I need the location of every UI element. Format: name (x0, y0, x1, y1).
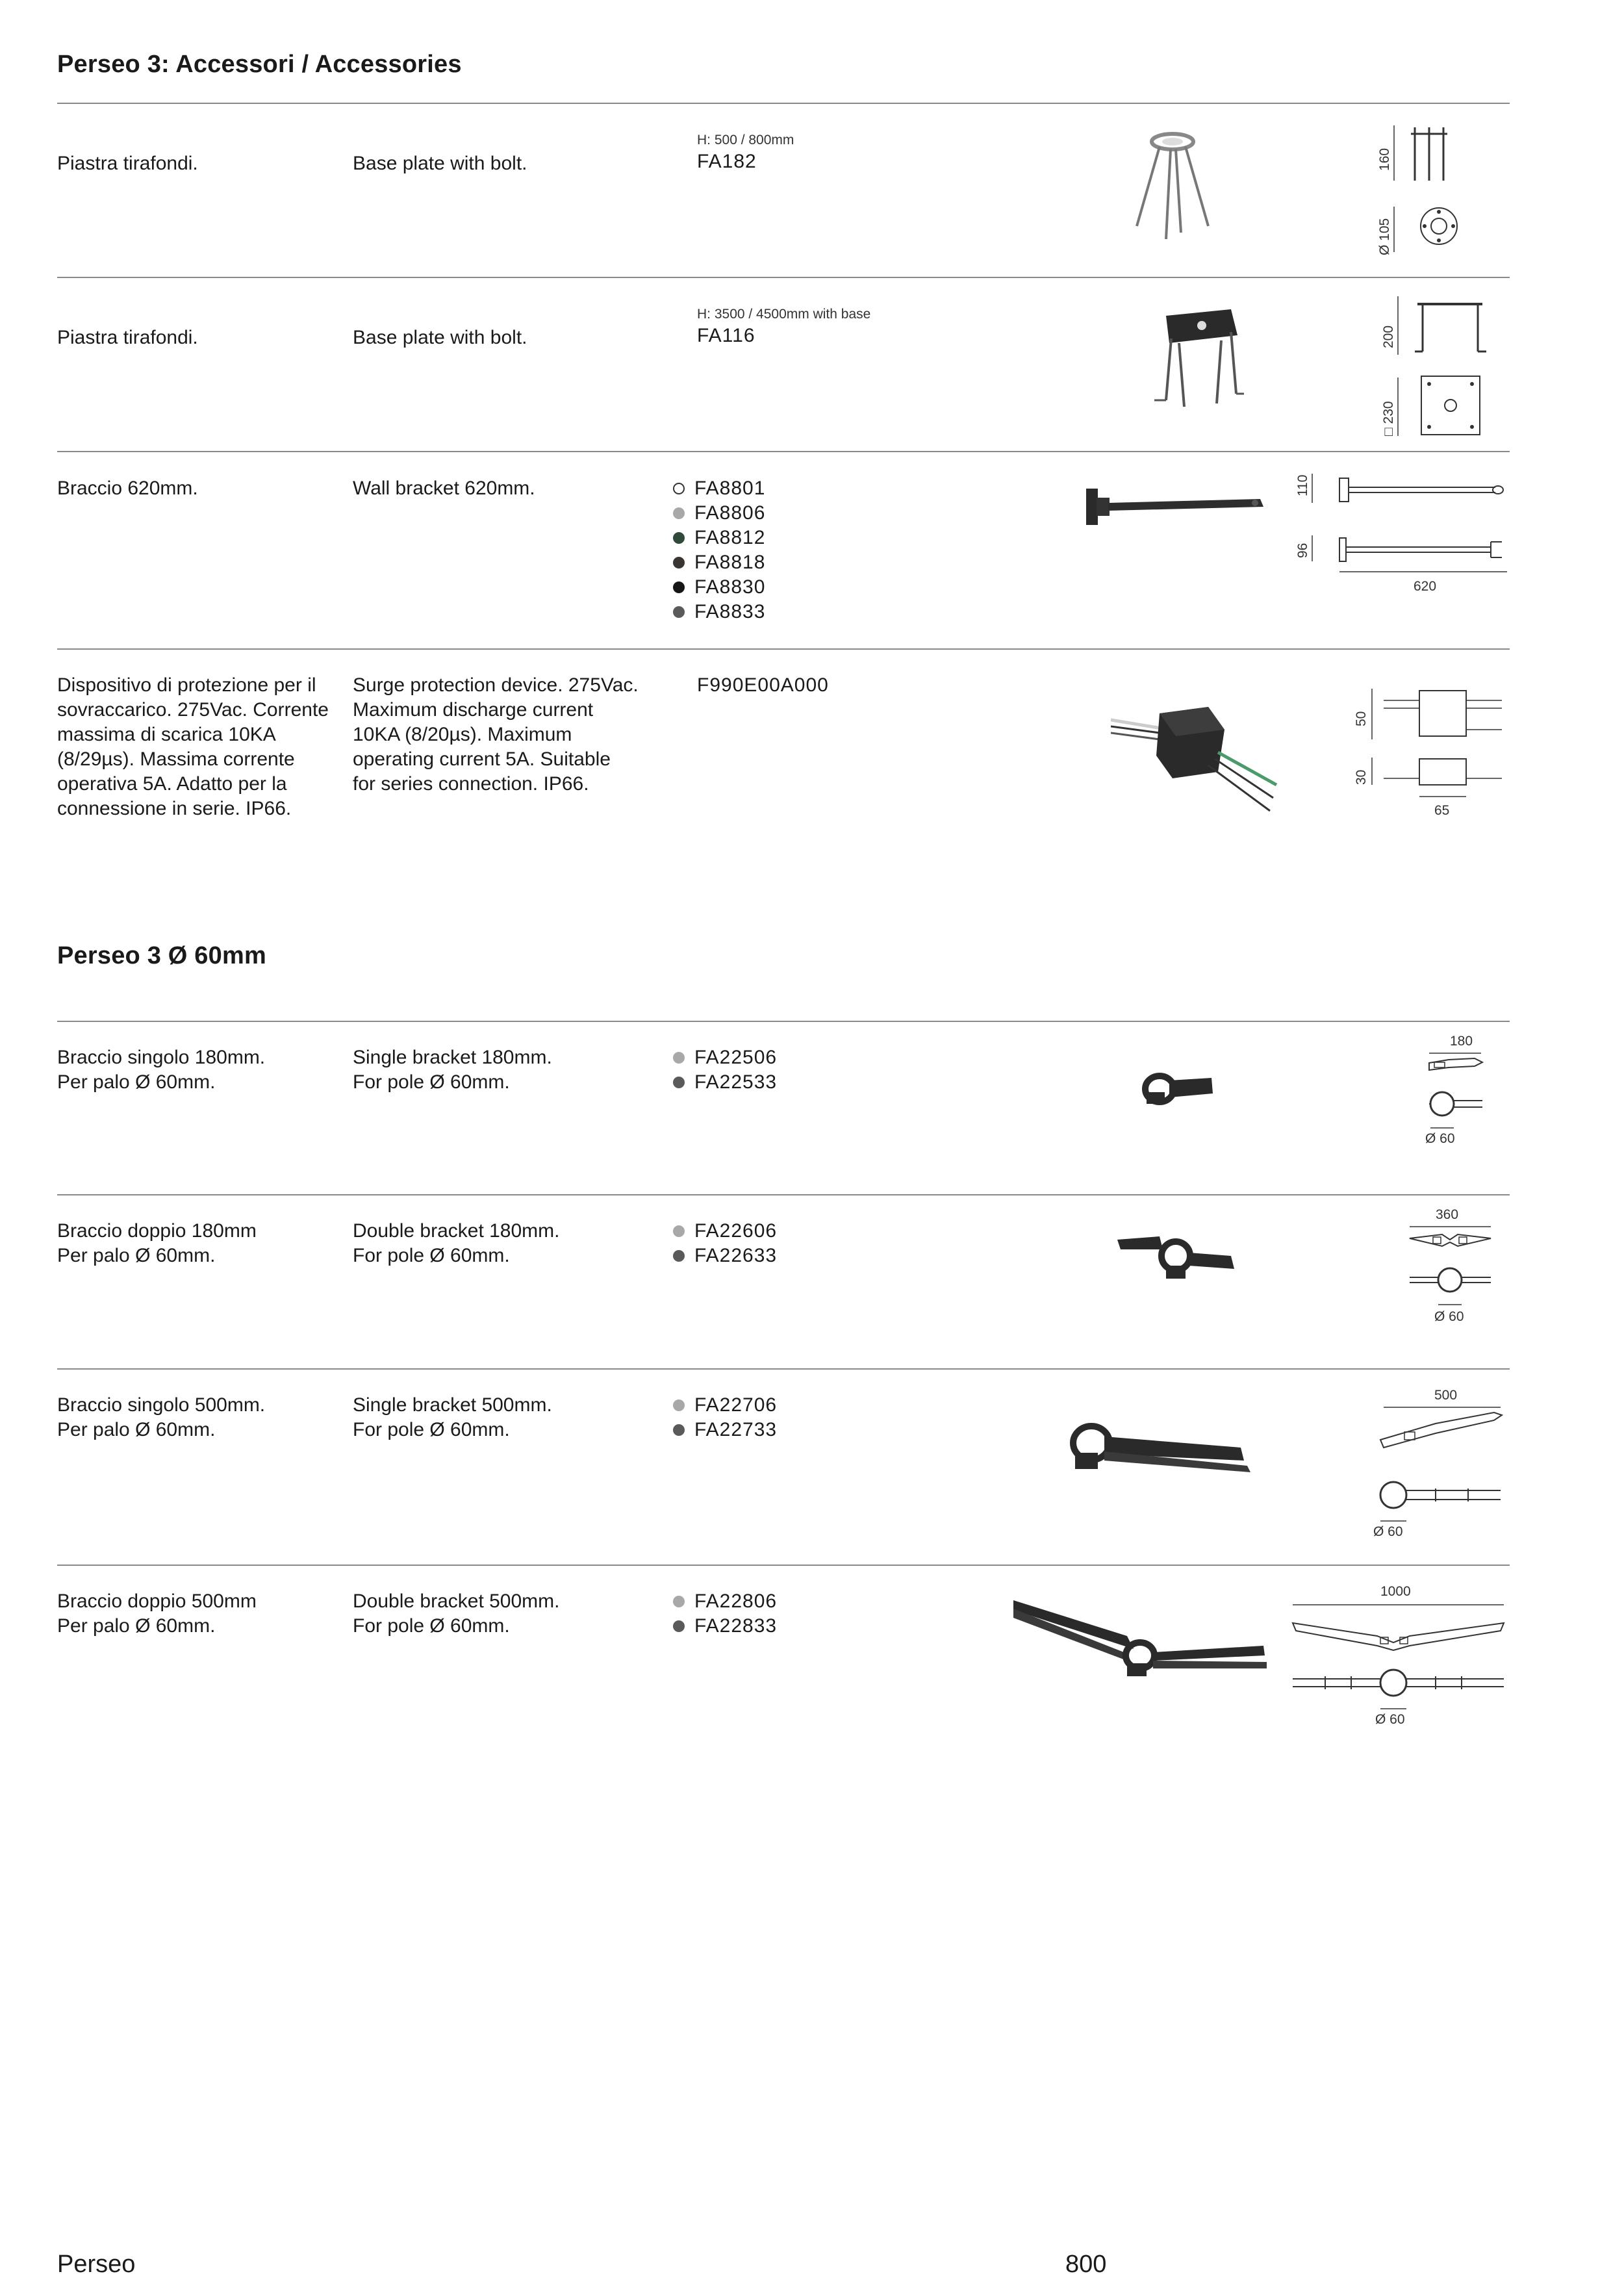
height-note: H: 3500 / 4500mm with base (697, 307, 871, 322)
description-en: Double bracket 500mm. For pole Ø 60mm. (353, 1591, 560, 1637)
variant-item (671, 1393, 777, 1418)
product-photo (1010, 1591, 1270, 1688)
dimension-label: Ø 105 (1377, 218, 1392, 255)
product-row (0, 451, 1624, 648)
dimension-label: Ø 60 (1425, 1131, 1455, 1146)
description-it: Dispositivo di protezione per il sovraccarico. 275Vac. Corrente massima di scarica 10KA (8/29µs). Massima corrente operativa 5A. Adatto per la connessione in serie. IP66. (57, 674, 329, 819)
color-swatch (673, 1399, 685, 1411)
product-code: FA182 (697, 151, 757, 172)
dimension-label: 200 (1381, 325, 1396, 348)
color-swatch (673, 507, 685, 519)
color-swatch (673, 606, 685, 618)
description-it: Braccio doppio 500mm Per palo Ø 60mm. (57, 1591, 257, 1637)
description-en: Single bracket 180mm. For pole Ø 60mm. (353, 1047, 552, 1093)
color-variants (671, 1393, 777, 1442)
variant-item (671, 575, 765, 600)
color-swatch (673, 483, 685, 494)
product-row (0, 103, 1624, 277)
product-photo (1140, 1066, 1218, 1112)
dimension-label: 160 (1377, 147, 1392, 171)
dimension-label: 360 (1436, 1207, 1459, 1222)
product-code: FA8833 (694, 601, 766, 622)
code-block (697, 673, 829, 698)
height-note: H: 500 / 800mm (697, 133, 794, 147)
product-code: FA8806 (694, 502, 766, 524)
variant-item (671, 476, 765, 501)
product-row (0, 1368, 1624, 1565)
product-code: FA22633 (694, 1245, 778, 1266)
dimension-label: 1000 (1380, 1584, 1411, 1599)
dimension-label: 620 (1414, 579, 1437, 594)
variant-item (671, 1219, 777, 1244)
product-code: FA22533 (694, 1071, 778, 1093)
product-code: F990E00A000 (697, 674, 829, 696)
dimension-label: Ø 60 (1373, 1524, 1403, 1537)
color-swatch (673, 1077, 685, 1088)
technical-drawing (1293, 470, 1514, 594)
description-en: Double bracket 180mm. For pole Ø 60mm. (353, 1220, 560, 1266)
product-code: FA116 (697, 325, 755, 346)
product-row (0, 277, 1624, 451)
product-code: FA22733 (694, 1419, 778, 1440)
dimension-label: 96 (1295, 543, 1310, 558)
description-it: Piastra tirafondi. (57, 153, 198, 174)
code-block (697, 305, 870, 348)
dimension-label: 65 (1434, 803, 1450, 818)
technical-drawing (1397, 1207, 1507, 1337)
description-en: Base plate with bolt. (353, 153, 527, 174)
variant-item (671, 1045, 777, 1070)
technical-drawing (1410, 1034, 1501, 1164)
dimension-label: 30 (1354, 769, 1369, 785)
description-it: Braccio doppio 180mm Per palo Ø 60mm. (57, 1220, 257, 1266)
color-swatch (673, 1225, 685, 1237)
section-title: Perseo 3: Accessori / Accessories (57, 51, 462, 78)
dimension-label: 180 (1450, 1034, 1473, 1049)
product-photo (1140, 303, 1244, 413)
variant-item (671, 1418, 777, 1442)
color-swatch (673, 1620, 685, 1632)
color-swatch (673, 557, 685, 568)
variant-item (671, 550, 765, 575)
description-it: Braccio 620mm. (57, 478, 198, 499)
product-photo (1065, 1414, 1260, 1485)
page-number: 800 (1065, 2251, 1107, 2274)
description-en: Single bracket 500mm. For pole Ø 60mm. (353, 1394, 552, 1440)
product-code: FA22806 (694, 1591, 778, 1612)
description-en: Base plate with bolt. (353, 327, 527, 348)
code-block (697, 131, 794, 174)
technical-drawing (1364, 1388, 1514, 1537)
dimension-label: □ 230 (1381, 401, 1396, 436)
footer-brand: Perseo (57, 2251, 136, 2274)
product-row (0, 1194, 1624, 1368)
product-code: FA22706 (694, 1394, 778, 1416)
product-code: FA22833 (694, 1615, 778, 1637)
color-swatch (673, 1596, 685, 1607)
product-row (0, 1021, 1624, 1194)
variant-item (671, 600, 765, 624)
description-en: Wall bracket 620mm. (353, 478, 535, 499)
product-photo (1111, 694, 1280, 817)
product-code: FA8801 (694, 478, 766, 499)
product-row (0, 1565, 1624, 1772)
product-photo (1124, 129, 1221, 246)
color-swatch (673, 1052, 685, 1064)
variant-item (671, 1614, 777, 1639)
color-swatch (673, 1250, 685, 1262)
product-photo (1085, 483, 1267, 529)
section-title: Perseo 3 Ø 60mm (57, 942, 266, 969)
variant-item (671, 1244, 777, 1268)
variant-item (671, 526, 765, 550)
product-code: FA22606 (694, 1220, 778, 1242)
product-photo (1114, 1227, 1237, 1285)
technical-drawing (1286, 1584, 1514, 1733)
product-code: FA8830 (694, 576, 766, 598)
technical-drawing (1371, 290, 1501, 452)
variant-item (671, 501, 765, 526)
color-swatch (673, 581, 685, 593)
dimension-label: Ø 60 (1434, 1309, 1464, 1324)
dimension-label: 110 (1295, 474, 1310, 496)
technical-drawing (1371, 122, 1488, 272)
technical-drawing (1351, 681, 1514, 824)
description-en: Surge protection device. 275Vac. Maximum discharge current 10KA (8/20µs). Maximum operating current 5A. Suitable for series connection. IP66. (353, 674, 639, 795)
color-swatch (673, 1424, 685, 1436)
color-swatch (673, 532, 685, 544)
product-code: FA8818 (694, 552, 766, 573)
color-variants (671, 1589, 777, 1639)
description-it: Piastra tirafondi. (57, 327, 198, 348)
color-variants (671, 1219, 777, 1268)
variant-item (671, 1070, 777, 1095)
color-variants (671, 476, 765, 624)
dimension-label: 50 (1354, 711, 1369, 726)
variant-item (671, 1589, 777, 1614)
description-it: Braccio singolo 500mm. Per palo Ø 60mm. (57, 1394, 266, 1440)
product-row (0, 648, 1624, 895)
product-code: FA8812 (694, 527, 766, 548)
dimension-label: Ø 60 (1375, 1712, 1405, 1727)
description-it: Braccio singolo 180mm. Per palo Ø 60mm. (57, 1047, 266, 1093)
color-variants (671, 1045, 777, 1095)
dimension-label: 500 (1434, 1388, 1458, 1403)
product-code: FA22506 (694, 1047, 778, 1068)
